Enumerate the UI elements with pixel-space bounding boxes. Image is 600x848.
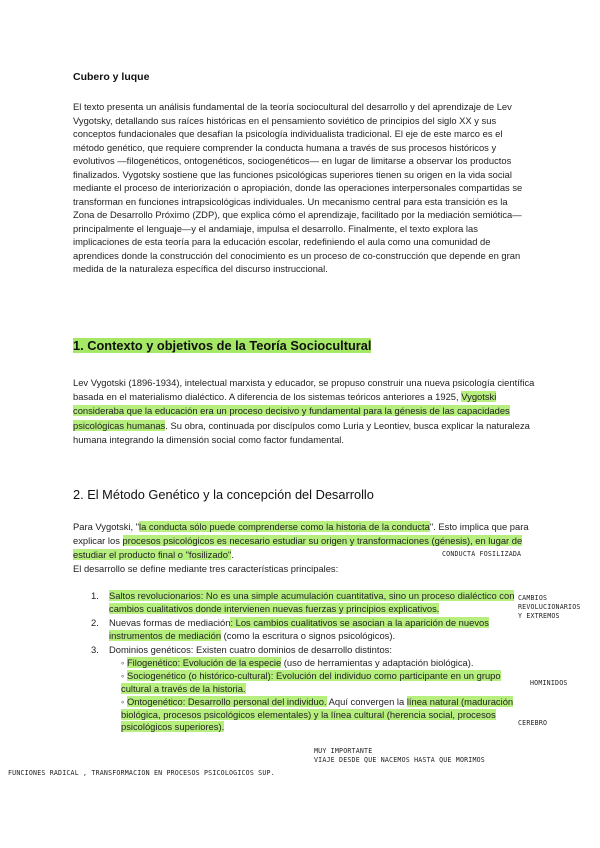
list-item	[73, 617, 533, 642]
section-2-text-a: Para Vygotski, "	[73, 521, 140, 532]
note-hominidos: HOMINIDOS	[530, 679, 568, 687]
sub-item-highlight: línea natural (maduración biológica, procesos psicológicos elementales) y la línea cultural (herencia social, procesos psicológicos superiores).	[121, 696, 514, 732]
list-number: 3.	[91, 644, 99, 655]
list-item-text: Dominios genéticos: Existen cuatro dominios de desarrollo distintos:	[109, 644, 392, 655]
section-2-text-b: ". Esto implica que para explicar los	[73, 521, 529, 546]
section-1-text-a: Lev Vygotski (1896-1934), intelectual marxista y educador, se propuso construir una nueva psicología científica basada en el materialismo dialéctico. A diferencia de los sistemas teóricos anteriores a 1925,	[73, 377, 535, 403]
list-item-text: (como la escritura o signos psicológicos).	[221, 629, 396, 641]
bullet-icon: ◦	[121, 656, 127, 668]
bullet-icon: ◦	[121, 696, 127, 707]
author-line: Cubero y luque	[73, 71, 150, 83]
list-number: 2.	[91, 617, 99, 628]
note-cerebro: CEREBRO	[518, 719, 548, 727]
section-2-text-d: El desarrollo se define mediante tres características principales:	[73, 563, 339, 574]
sub-item-highlight: Ontogenético: Desarrollo personal del individuo.	[126, 696, 327, 707]
note-viaje: VIAJE DESDE QUE NACEMOS HASTA QUE MORIMOS	[314, 756, 485, 764]
list-item-highlight: Saltos revolucionarios: No es una simple acumulación cuantitativa, sino un proceso dialéctico con cambios cualitativos donde intervienen nuevas fuerzas y principios explicativos.	[109, 590, 515, 614]
genetic-domains-list	[109, 657, 533, 734]
sub-list-item	[109, 670, 533, 695]
section-1-heading-highlight: 1. Contexto y objetivos de la Teoría Sociocultural	[73, 338, 372, 353]
section-2-highlight-2: procesos psicológicos es necesario estudiar su origen y transformaciones (génesis), en lugar de estudiar el producto final o "fosilizado"	[73, 535, 523, 560]
section-2-paragraph	[73, 520, 531, 576]
note-fosilizada: CONDUCTA FOSILIZADA	[442, 550, 522, 558]
section-2-heading: 2. El Método Genético y la concepción del Desarrollo	[73, 487, 374, 502]
note-revolucionarios: REVOLUCIONARIOS	[518, 603, 581, 611]
note-cambios: CAMBIOS	[518, 594, 548, 602]
list-item	[73, 590, 533, 615]
sub-item-text: (uso de herramientas y adaptación biológica).	[281, 656, 474, 668]
section-1-paragraph	[73, 376, 535, 447]
characteristics-list	[73, 590, 533, 736]
bullet-icon: ◦	[121, 670, 127, 681]
sub-item-highlight: Sociogenético (o histórico-cultural): Evolución del individuo como participante en un grupo cultural a través de la historia.	[121, 670, 501, 694]
section-2-text-c: .	[231, 549, 234, 560]
intro-paragraph: El texto presenta un análisis fundamental de la teoría sociocultural del desarrollo y del aprendizaje de Lev Vygotsky, detallando sus raíces históricas en el pensamiento soviético de principios del siglo XX y sus conceptos fundacionales que desafían la psicología individualista tradicional. El eje de este marco es el método genético, que requiere comprender la conducta humana a través de sus procesos históricos y evolutivos —filogenéticos, ontogenéticos, sociogenéticos— en lugar de limitarse a observar los productos finalizados. Vygotsky sostiene que las funciones psicológicas superiores tienen su origen en la vida social mediante el proceso de interiorización o apropiación, donde las operaciones interpersonales compartidas se transforman en funciones intrapsicológicas individuales. Un mecanismo central para esta transición es la Zona de Desarrollo Próximo (ZDP), que explica cómo el aprendizaje, facilitado por la mediación semiótica—principalmente el lenguaje—y el andamiaje, impulsa el desarrollo. Finalmente, el texto explora las implicaciones de esta teoría para la educación escolar, redefiniendo el aula como una comunidad de aprendices donde la construcción del conocimiento es un proceso de co-construcción que depende en gran medida de la naturaleza específica del discurso instruccional.	[73, 101, 523, 274]
section-1-highlight: Vygotski consideraba que la educación era un proceso decisivo y fundamental para la génesis de las capacidades psicológicas humanas	[73, 391, 510, 431]
note-bottom: FUNCIONES RADICAL , TRANSFORMACION EN PROCESOS PSICOLOGICOS SUP.	[8, 769, 275, 777]
list-item	[73, 644, 533, 734]
note-muy-importante: MUY IMPORTANTE	[314, 747, 373, 755]
sub-item-text: Aquí convergen la	[326, 696, 407, 707]
list-number: 1.	[91, 590, 99, 601]
section-2-highlight-1: la conducta sólo puede comprenderse como la historia de la conducta	[139, 521, 430, 532]
section-1-text-b: . Su obra, continuada por discípulos como Luria y Leontiev, busca explicar la naturaleza humana integrando la dimensión social como factor fundamental.	[73, 419, 530, 445]
sub-list-item	[109, 696, 533, 734]
note-extremos: Y EXTREMOS	[518, 612, 560, 620]
section-1-heading	[73, 338, 371, 353]
sub-item-highlight: Filogenético: Evolución de la especie	[126, 656, 282, 668]
list-item-text: Nuevas formas de mediación	[109, 617, 231, 628]
sub-list-item	[109, 657, 533, 670]
list-item-highlight: : Los cambios cualitativos se asocian a la aparición de nuevos instrumentos de mediación	[109, 617, 489, 641]
